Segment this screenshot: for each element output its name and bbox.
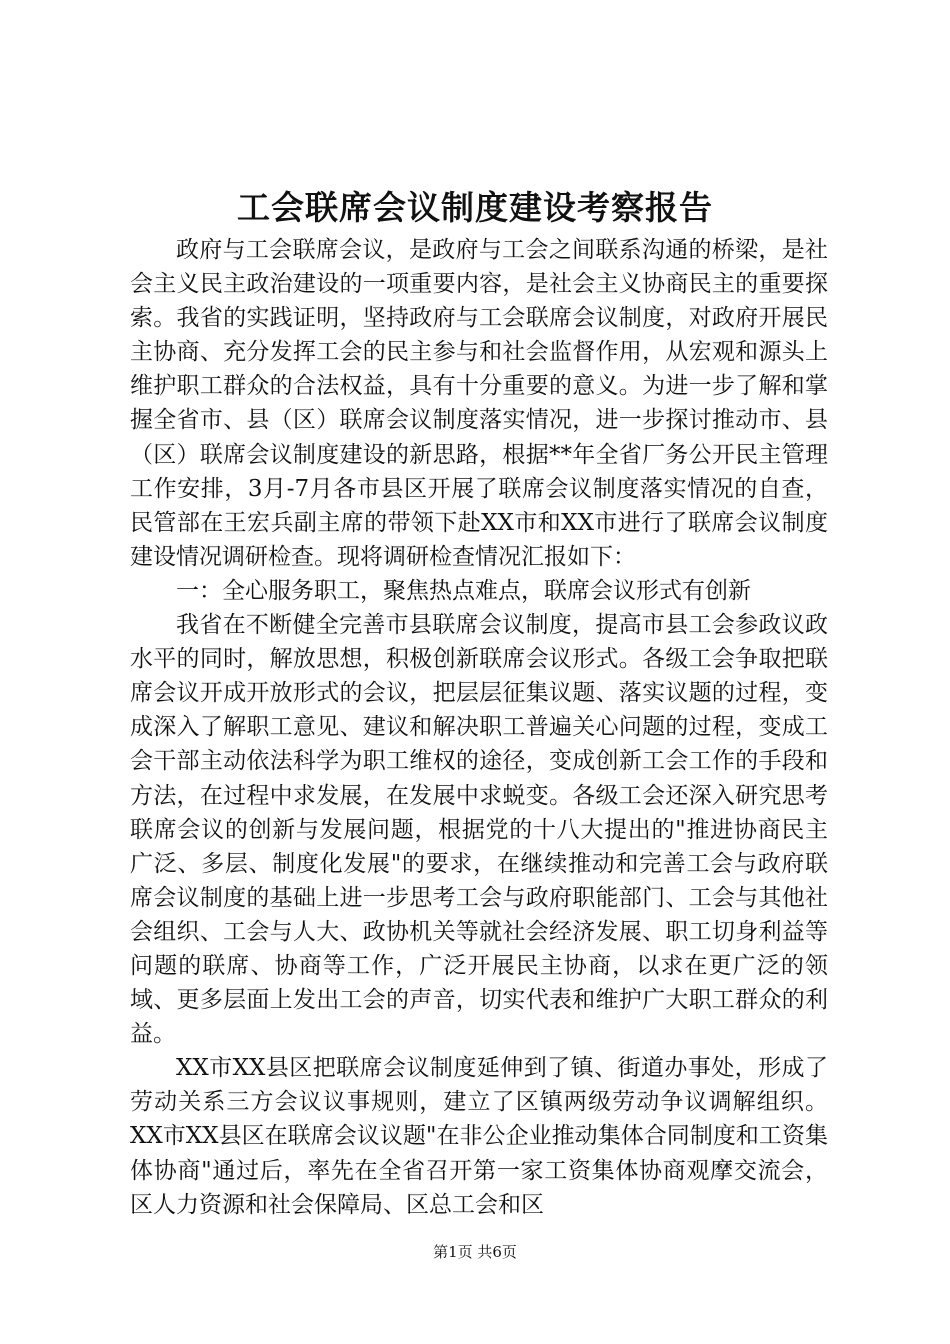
body-paragraph: XX市XX县区把联席会议制度延伸到了镇、街道办事处，形成了劳动关系三方会议议事规则，建立了区镇两级劳动争议调解组织。XX市XX县区在联席会议议题"在非公企业推动集体合同制度和工资集体协商"通过后，率先在全省召开第一家工资集体协商观摩交流会，区人力资源和社会保障局、区总工会和区 [130, 1055, 828, 1218]
section-heading: 一：全心服务职工，聚焦热点难点，联席会议形式有创新 [176, 577, 751, 604]
body-paragraph: 我省在不断健全完善市县联席会议制度，提高市县工会参政议政水平的同时，解放思想，积极创新联席会议形式。各级工会争取把联席会议开成开放形式的会议，把层层征集议题、落实议题的过程，变成深入了解职工意见、建议和解决职工普遍关心问题的过程，变成工会干部主动依法科学为职工维权的途径，变成创新工会工作的手段和方法，在过程中求发展，在发展中求蜕变。各级工会还深入研究思考联席会议的创新与发展问题，根据党的十八大提出的"推进协商民主广泛、多层、制度化发展"的要求，在继续推动和完善工会与政府联席会议制度的基础上进一步思考工会与政府职能部门、工会与其他社会组织、工会与人大、政协机关等就社会经济发展、职工切身利益等问题的联席、协商等工作，广泛开展民主协商，以求在更广泛的领域、更多层面上发出工会的声音，切实代表和维护广大职工群众的利益。 [130, 612, 828, 1048]
body-paragraph: 政府与工会联席会议，是政府与工会之间联系沟通的桥梁，是社会主义民主政治建设的一项重要内容，是社会主义协商民主的重要探索。我省的实践证明，坚持政府与工会联席会议制度，对政府开展民主协商、充分发挥工会的民主参与和社会监督作用，从宏观和源头上维护职工群众的合法权益，具有十分重要的意义。为进一步了解和掌握全省市、县（区）联席会议制度落实情况，进一步探讨推动市、县（区）联席会议制度建设的新思路，根据**年全省厂务公开民主管理工作安排，3月-7月各市县区开展了联席会议制度落实情况的自查，民管部在王宏兵副主席的带领下赴XX市和XX市进行了联席会议制度建设情况调研检查。现将调研检查情况汇报如下： [130, 237, 828, 570]
document-body [130, 233, 828, 1222]
document-title: 工会联席会议制度建设考察报告 [237, 188, 713, 227]
page-footer: 第1页 共6页 [433, 1243, 517, 1261]
